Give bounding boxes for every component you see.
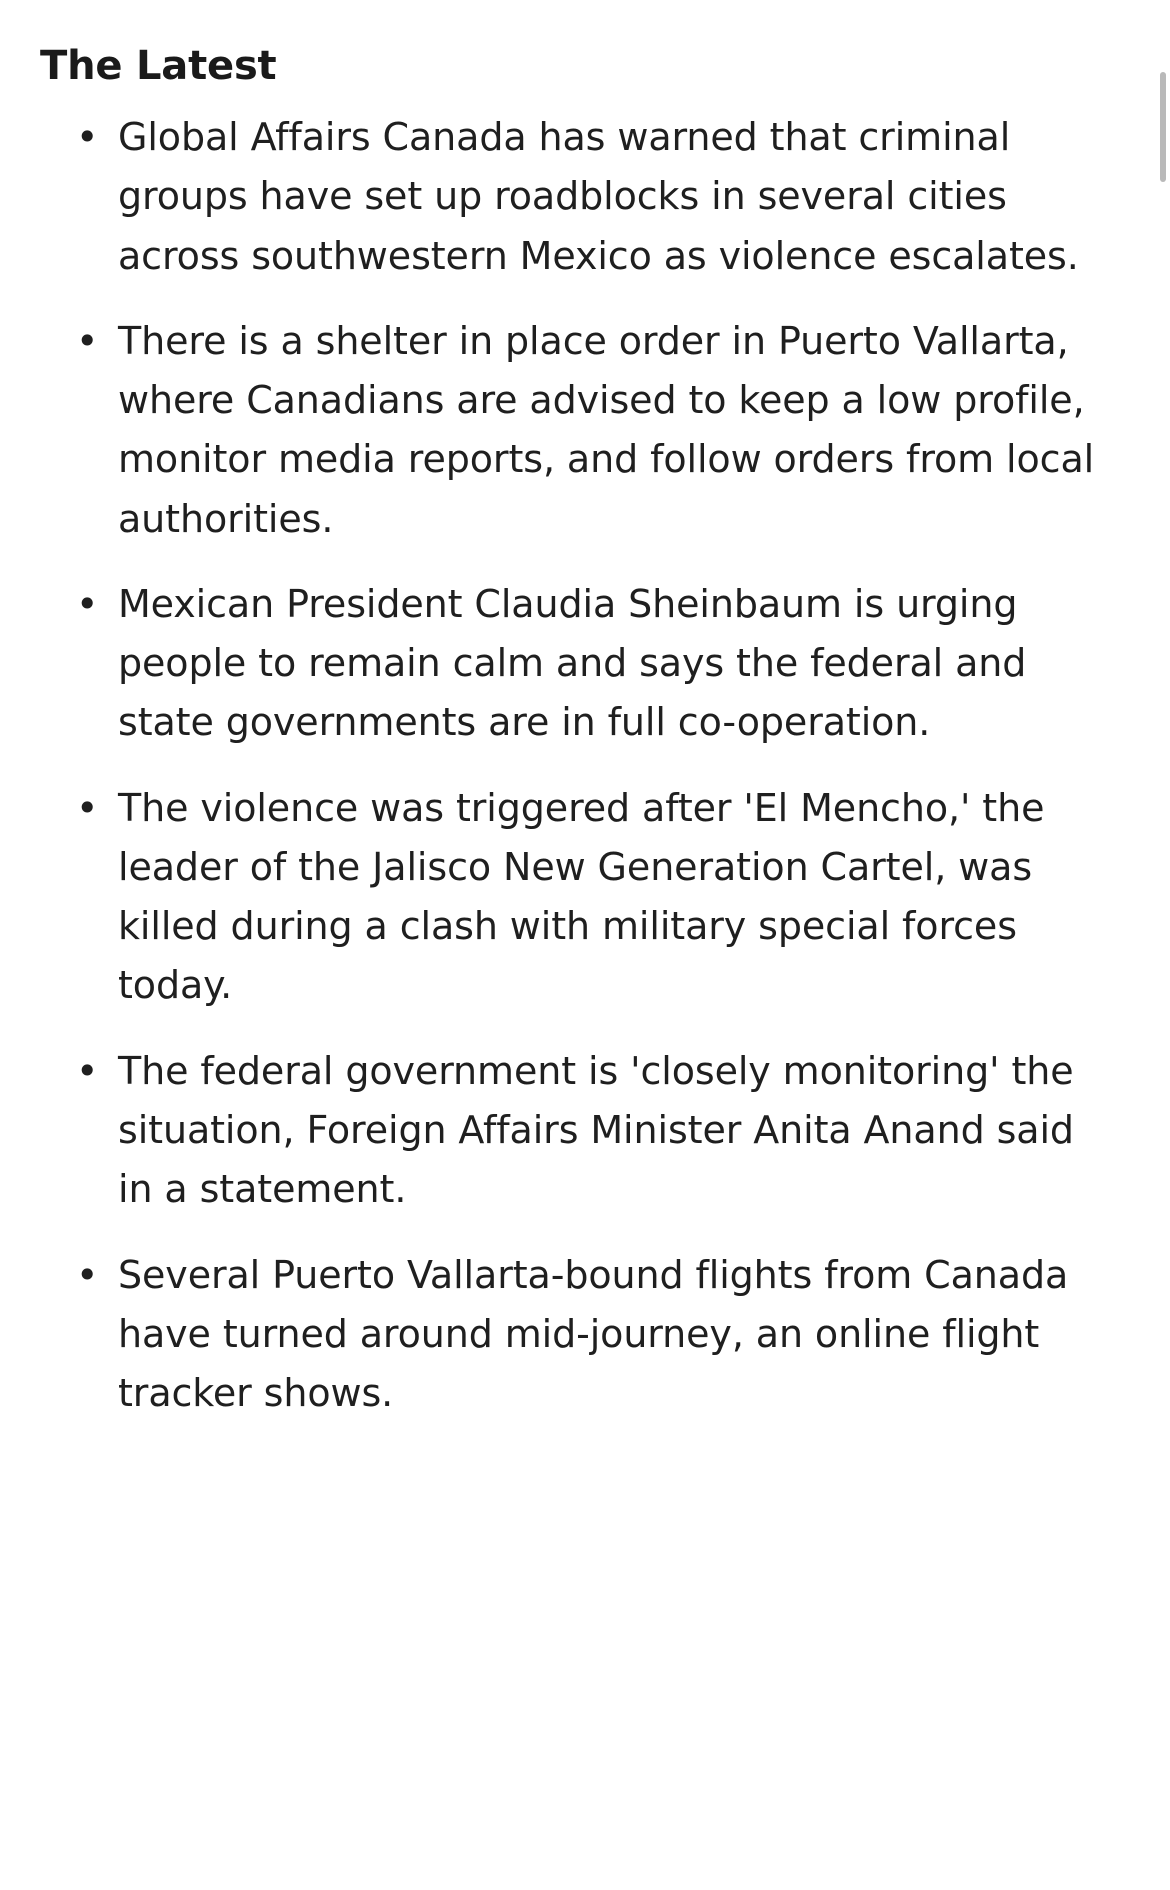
- scrollbar-thumb[interactable]: [1160, 72, 1166, 182]
- page-title: The Latest: [40, 43, 277, 89]
- bullet-icon: •: [76, 115, 99, 159]
- bullet-icon: •: [76, 785, 99, 830]
- bullet-icon: •: [76, 1252, 99, 1297]
- bullet-icon: •: [76, 318, 99, 363]
- list-item-text: Global Affairs Canada has warned that criminal groups have set up roadblocks in several cities across southwestern Mexico as violence escalates.: [118, 115, 1079, 278]
- list-item-text: The violence was triggered after 'El Mencho,' the leader of the Jalisco New Generation Cartel, was killed during a clash with military special forces today.: [118, 785, 1045, 1008]
- list-item: [40, 1246, 1110, 1424]
- list-item: [40, 575, 1110, 753]
- list-item: [40, 312, 1110, 549]
- bullet-icon: •: [76, 581, 99, 626]
- list-item-text: There is a shelter in place order in Puerto Vallarta, where Canadians are advised to keep a low profile, monitor media reports, and follow orders from local authorities.: [118, 318, 1095, 541]
- scrollbar[interactable]: [1158, 0, 1170, 1890]
- list-item-text: Mexican President Claudia Sheinbaum is urging people to remain calm and says the federal and state governments are in full co-operation.: [118, 581, 1027, 745]
- list-item: [40, 1042, 1110, 1220]
- list-item: [40, 779, 1110, 1016]
- list-item-text: The federal government is 'closely monitoring' the situation, Foreign Affairs Minister Anita Anand said in a statement.: [118, 1048, 1074, 1212]
- list-item-text: Several Puerto Vallarta-bound flights from Canada have turned around mid-journey, an online flight tracker shows.: [118, 1252, 1069, 1416]
- list-item: [40, 108, 1110, 286]
- latest-updates-list: [40, 108, 1110, 1423]
- bullet-icon: •: [76, 1048, 99, 1093]
